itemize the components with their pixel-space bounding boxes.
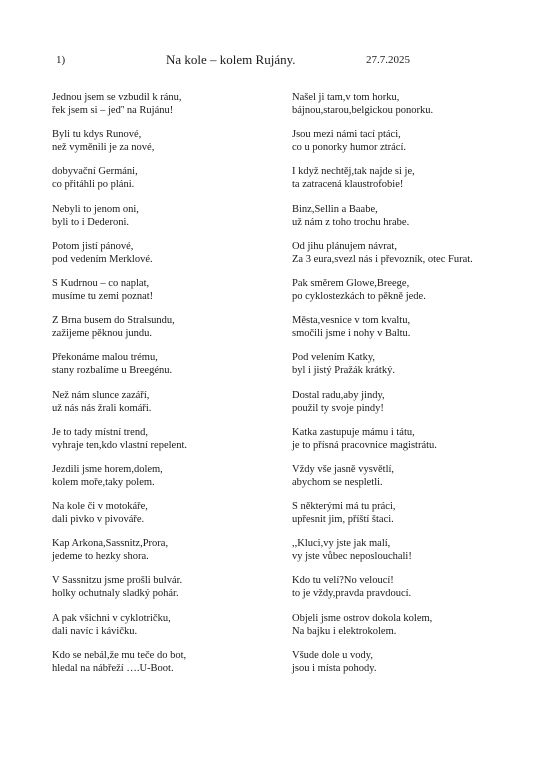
right-stanza [292,500,537,537]
left-stanza [52,463,282,500]
poem-line: Binz,Sellin a Baabe, [292,203,378,215]
poem-line: Města,vesnice v tom kvaltu, [292,315,411,327]
poem-line: Překonáme malou trému, [52,352,158,364]
poem-line: Našel ji tam,v tom horku, [292,92,400,103]
poem-line: ,,Kluci,vy jste jak malí, [292,538,391,550]
poem-line: vy jste vůbec neposlouchali! [292,551,412,563]
poem-line: co u ponorky humor ztrácí. [292,142,407,154]
poem-line: V Sassnitzu jsme prošli bulvár. [52,575,183,587]
poem-line: jsou i místa pohody. [292,662,377,674]
poem-line: stany rozbalíme u Breegénu. [52,365,173,377]
poem-line: byl i jistý Pražák krátký. [292,365,395,377]
poem-line: kolem moře,taky polem. [52,476,155,488]
poem-line: Je to tady místní trend, [52,426,148,438]
right-stanza [292,314,537,351]
poem-line: Objeli jsme ostrov dokola kolem, [292,612,433,624]
poem-line: Vždy vše jasně vysvětlí, [292,463,395,475]
poem-line: než vyměnili je za nové, [52,142,155,154]
poem-line: holky ochutnaly sladký pohár. [52,588,179,600]
poem-line: Z Brna busem do Stralsundu, [52,315,175,327]
left-stanza [52,500,282,537]
poem-line: Pod velením Katky, [292,352,376,364]
poem-line: po cyklostezkách to pěkně jede. [292,290,426,302]
left-stanza [52,389,282,426]
right-stanza [292,240,537,277]
poem-line: musíme tu zemi poznat! [52,290,154,302]
poem-line: S některými má tu práci, [292,501,396,513]
left-stanza [52,165,282,202]
page-header [0,52,543,70]
right-stanza [292,612,537,649]
left-stanza [52,612,282,649]
poem-line: pod vedením Merklové. [52,253,153,265]
left-stanza [52,128,282,165]
poem-line: jedeme to hezky shora. [52,551,149,563]
poem-line: Byli tu kdys Runové, [52,129,142,141]
poem-line: to je vždy,pravda pravdoucí. [292,588,412,600]
left-stanza [52,314,282,351]
right-stanza [292,389,537,426]
right-stanza [292,463,537,500]
poem-line: dobyvační Germáni, [52,166,138,178]
left-stanza [52,277,282,314]
poem-line: ta zatracená klaustrofobie! [292,179,404,191]
right-stanza [292,351,537,388]
poem-line: dali pivko v pivováře. [52,514,145,526]
poem-line: Za 3 eura,svezl nás i převozník, otec Furat. [292,253,473,265]
poem-title: Na kole – kolem Rujány. [166,52,296,67]
poem-line: smočili jsme i nohy v Baltu. [292,328,411,340]
right-stanza [292,91,537,128]
poem-line: už nás nás žrali komáři. [52,402,152,414]
poem-line: hledal na nábřeží ….U-Boot. [52,662,174,674]
left-stanza [52,537,282,574]
poem-line: bájnou,starou,belgickou ponorku. [292,105,434,116]
poem-line: vyhraje ten,kdo vlastní repelent. [52,439,187,451]
left-stanza [52,649,282,686]
poem-line: Všude dole u vody, [292,649,373,661]
poem-line: už nám z toho trochu hrabe. [292,216,410,228]
right-stanza [292,574,537,611]
poem-line: Katka zastupuje mámu i tátu, [292,426,415,438]
right-stanza [292,649,537,686]
right-stanza [292,128,537,165]
poem-line: použil ty svoje pindy! [292,402,384,414]
poem-line: A pak všichni v cyklotričku, [52,612,171,624]
poem-line: Jezdili jsme horem,dolem, [52,463,163,475]
left-stanza [52,574,282,611]
poem-date: 27.7.2025 [366,54,410,66]
poem-line: Kdo tu velí?No veloucí! [292,575,394,587]
right-stanza [292,426,537,463]
poem-line: abychom se nespletli. [292,476,383,488]
poem-line: Jednou jsem se vzbudil k ránu, [52,92,182,103]
left-stanza [52,91,282,128]
poem-line: Jsou mezi námi tací ptáci, [292,129,401,141]
poem-line: Na kole či v motokáře, [52,501,148,513]
right-stanza [292,203,537,240]
left-stanza [52,426,282,463]
poem-line: Od jihu plánujem návrat, [292,240,397,252]
left-stanza [52,203,282,240]
poem-line: Nebyli to jenom oni, [52,203,139,215]
poem-line: byli to i Dederoni. [52,216,129,228]
poem-line: Dostal radu,aby jindy, [292,389,385,401]
poem-line: upřesnit jim, příští štaci. [292,514,394,526]
poem-line: Potom jistí pánové, [52,240,134,252]
poem-line: dali navíc i kávičku. [52,625,138,637]
right-column [292,91,537,686]
poem-line: je to přísná pracovnice magistrátu. [292,439,437,451]
poem-line: Na bajku i elektrokolem. [292,625,397,637]
right-stanza [292,165,537,202]
left-stanza [52,351,282,388]
right-stanza [292,277,537,314]
left-column [52,91,282,686]
right-stanza [292,537,537,574]
poem-line: S Kudrnou – co naplat, [52,277,150,289]
poem-line: Kdo se nebál,že mu teče do bot, [52,649,187,661]
poem-line: co přitáhli po pláni. [52,179,135,191]
left-stanza [52,240,282,277]
poem-line: Pak směrem Glowe,Breege, [292,277,410,289]
poem-line: zažijeme pěknou jundu. [52,328,153,340]
poem-line: Než nám slunce zazáří, [52,389,150,401]
page-number: 1) [56,54,66,66]
poem-line: I když nechtěj,tak najde si je, [292,166,415,178]
poem-line: Kap Arkona,Sassnitz,Prora, [52,538,169,550]
poem-line: řek jsem si – jeď' na Rujánu! [52,105,174,116]
